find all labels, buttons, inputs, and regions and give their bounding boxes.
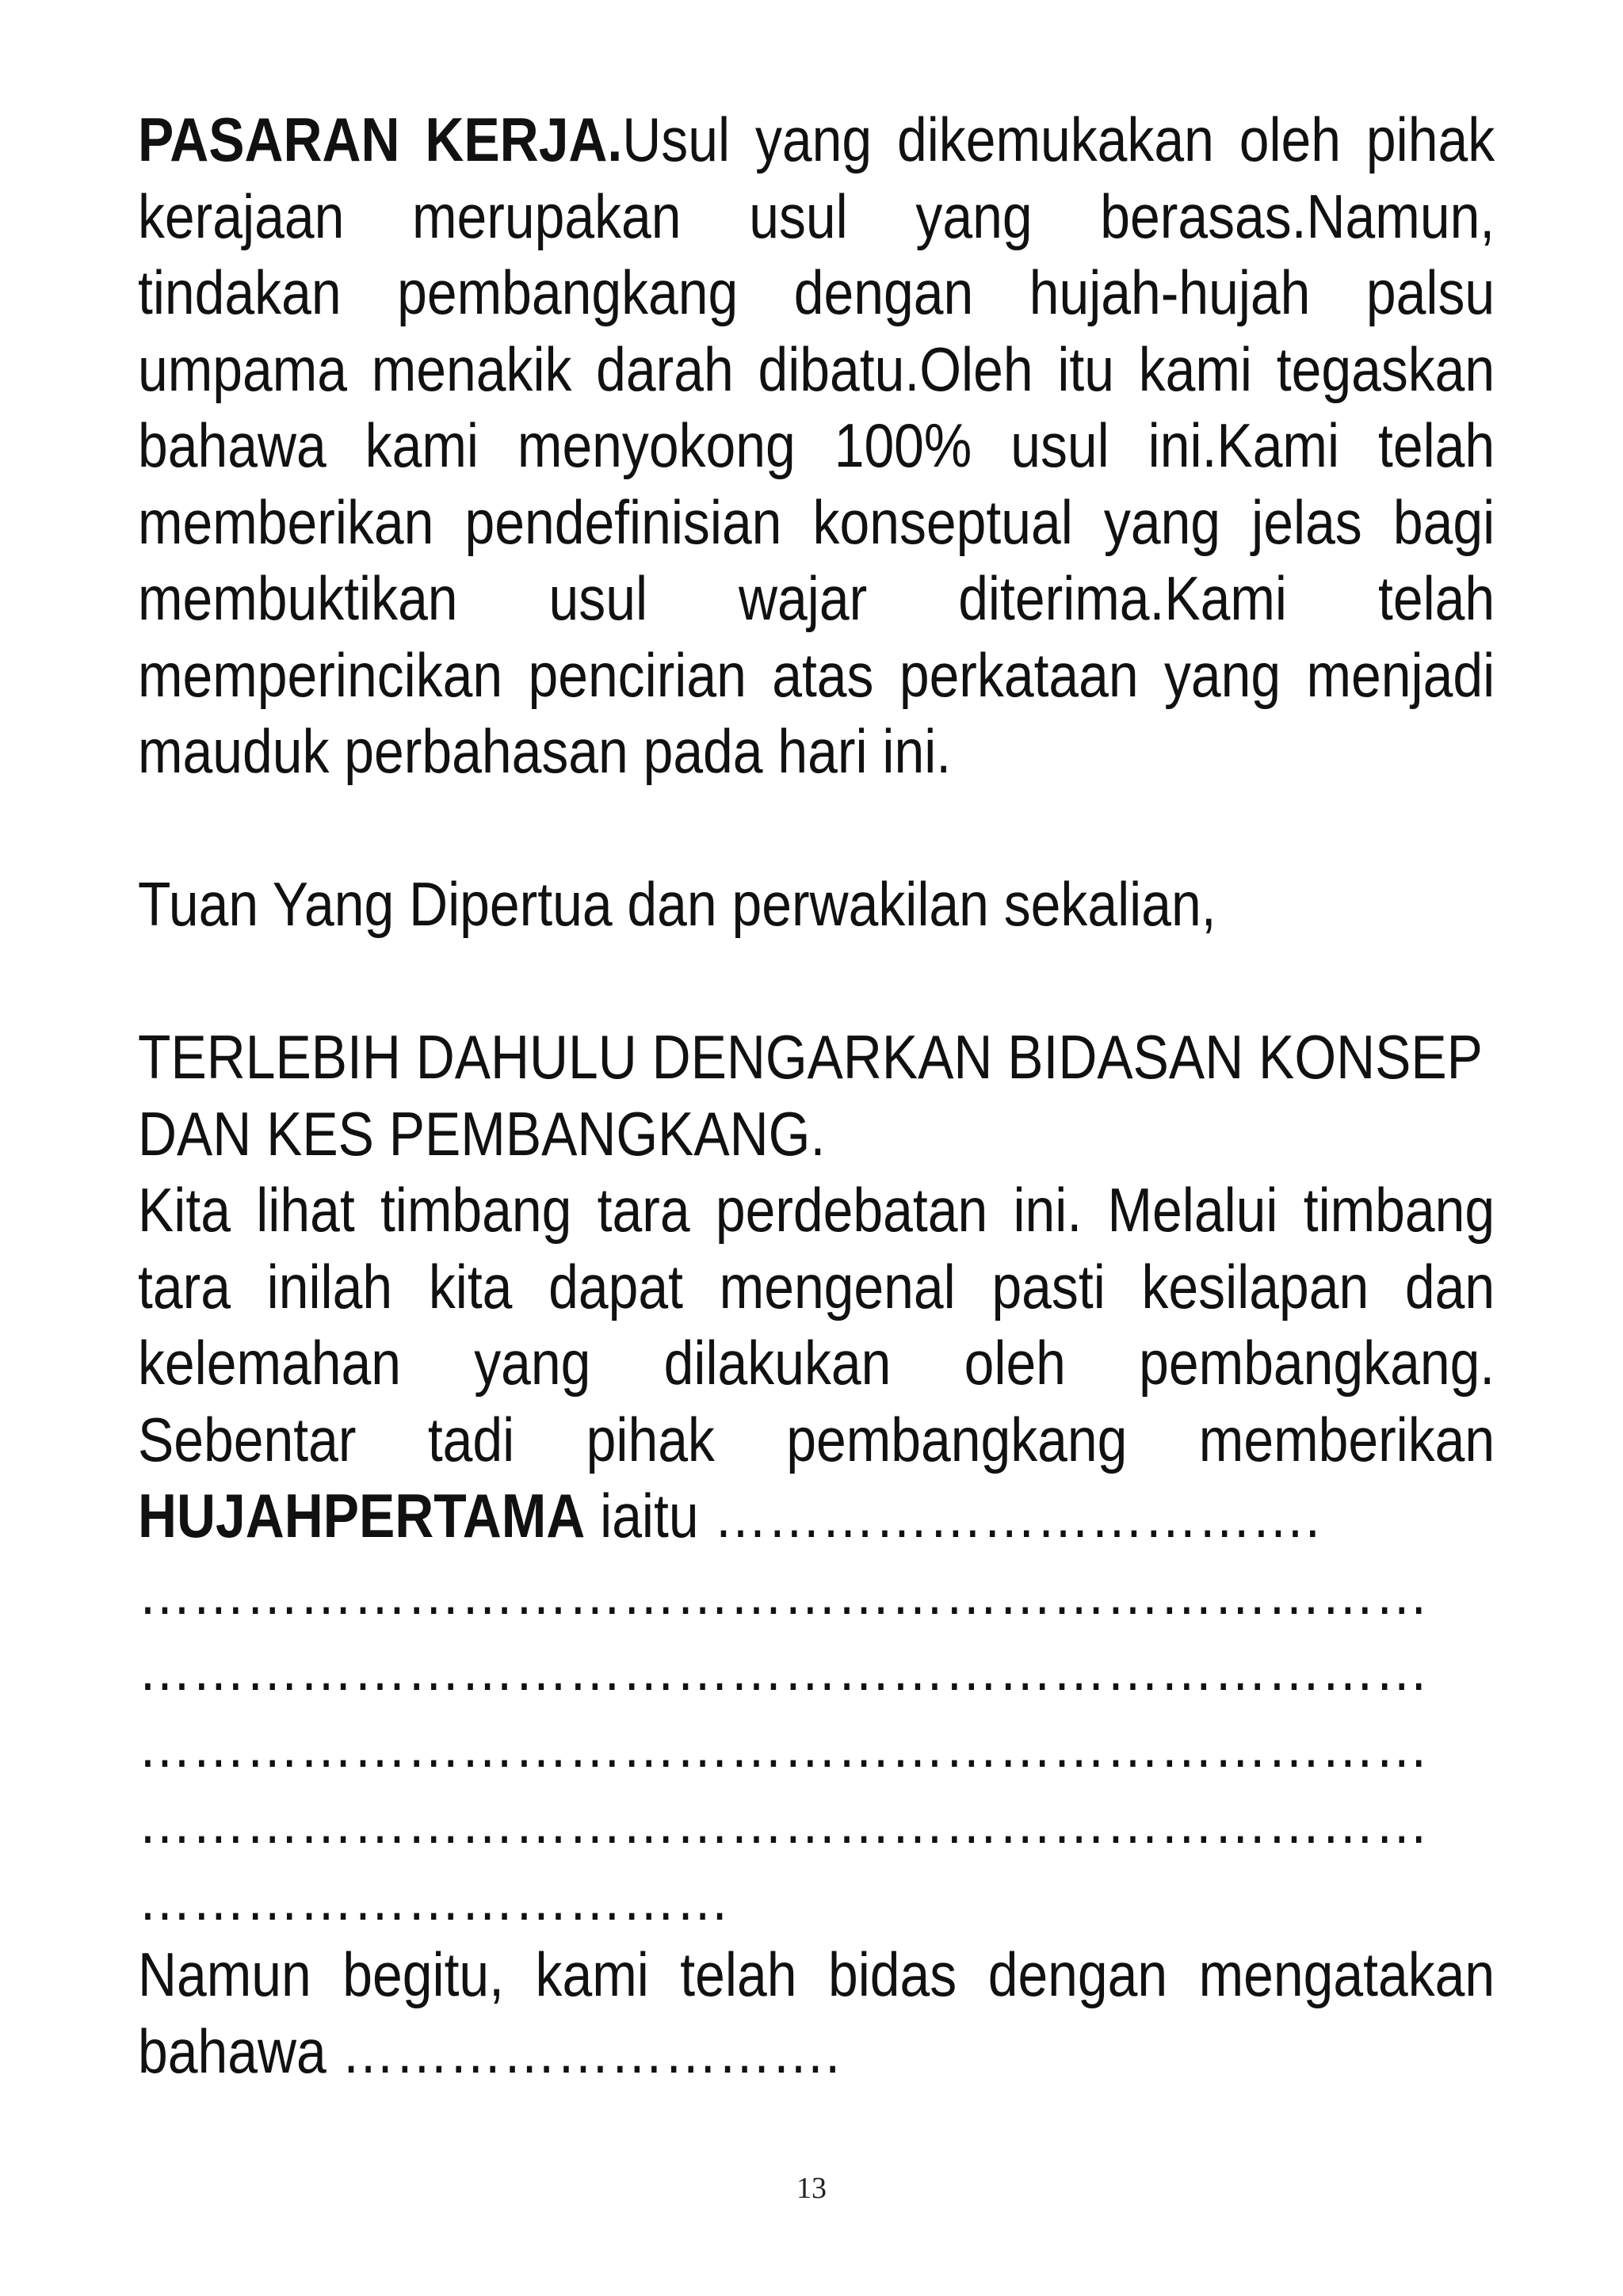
bold-lead-text: PASARAN KERJA. — [138, 105, 623, 174]
dotted-line: …………………………… — [138, 1863, 730, 1933]
dotted-line: ……………………………………………………………… — [138, 1634, 1429, 1703]
paragraph-text: Namun begitu, kami telah bidas dengan mengatakan bahawa ………………………. — [138, 1939, 1495, 2086]
paragraph-text: Kita lihat timbang tara perdebatan ini. Melalui timbang tara inilah kita dapat mengenal pasti kesilapan dan kelemahan yang dilakukan oleh pembangkang. Sebentar tadi pihak pembangkang memberikan — [138, 1175, 1495, 1474]
after-bold-text: iaitu ……………………………. — [585, 1481, 1320, 1550]
paragraph-timbang-tara — [138, 1172, 1495, 1554]
dotted-line: ……………………………………………………………… — [138, 1557, 1429, 1627]
heading-line-2: DAN KES PEMBANGKANG. — [138, 1098, 826, 1169]
blank-line — [138, 943, 1495, 1020]
document-body — [138, 101, 1495, 2089]
salutation-line — [138, 866, 1495, 943]
dotted-line: ……………………………………………………………… — [138, 1787, 1429, 1856]
bold-term-text: HUJAHPERTAMA — [138, 1481, 586, 1550]
page-number: 13 — [796, 2172, 827, 2205]
blank-line — [138, 790, 1495, 867]
paragraph-text: Usul yang dikemukakan oleh pihak kerajaan merupakan usul yang berasas.Namun, tindakan pembangkang dengan hujah-hujah palsu umpama menakik darah dibatu.Oleh itu kami tegaskan bahawa kami menyokong 100% usul ini.Kami telah memberikan pendefinisian konseptual yang jelas bagi membuktikan usul wajar diterima.Kami telah memperincikan pencirian atas perkataan yang menjadi mauduk perbahasan pada hari ini. — [138, 105, 1495, 786]
dotted-line: ……………………………………………………………… — [138, 1710, 1429, 1780]
paragraph-namun-begitu — [138, 1936, 1495, 2089]
heading-line-1: TERLEBIH DAHULU DENGARKAN BIDASAN KONSEP — [138, 1022, 1483, 1092]
salutation-text: Tuan Yang Dipertua dan perwakilan sekalian, — [138, 869, 1216, 939]
document-page — [138, 101, 1495, 2089]
paragraph-pasaran-kerja — [138, 101, 1495, 790]
